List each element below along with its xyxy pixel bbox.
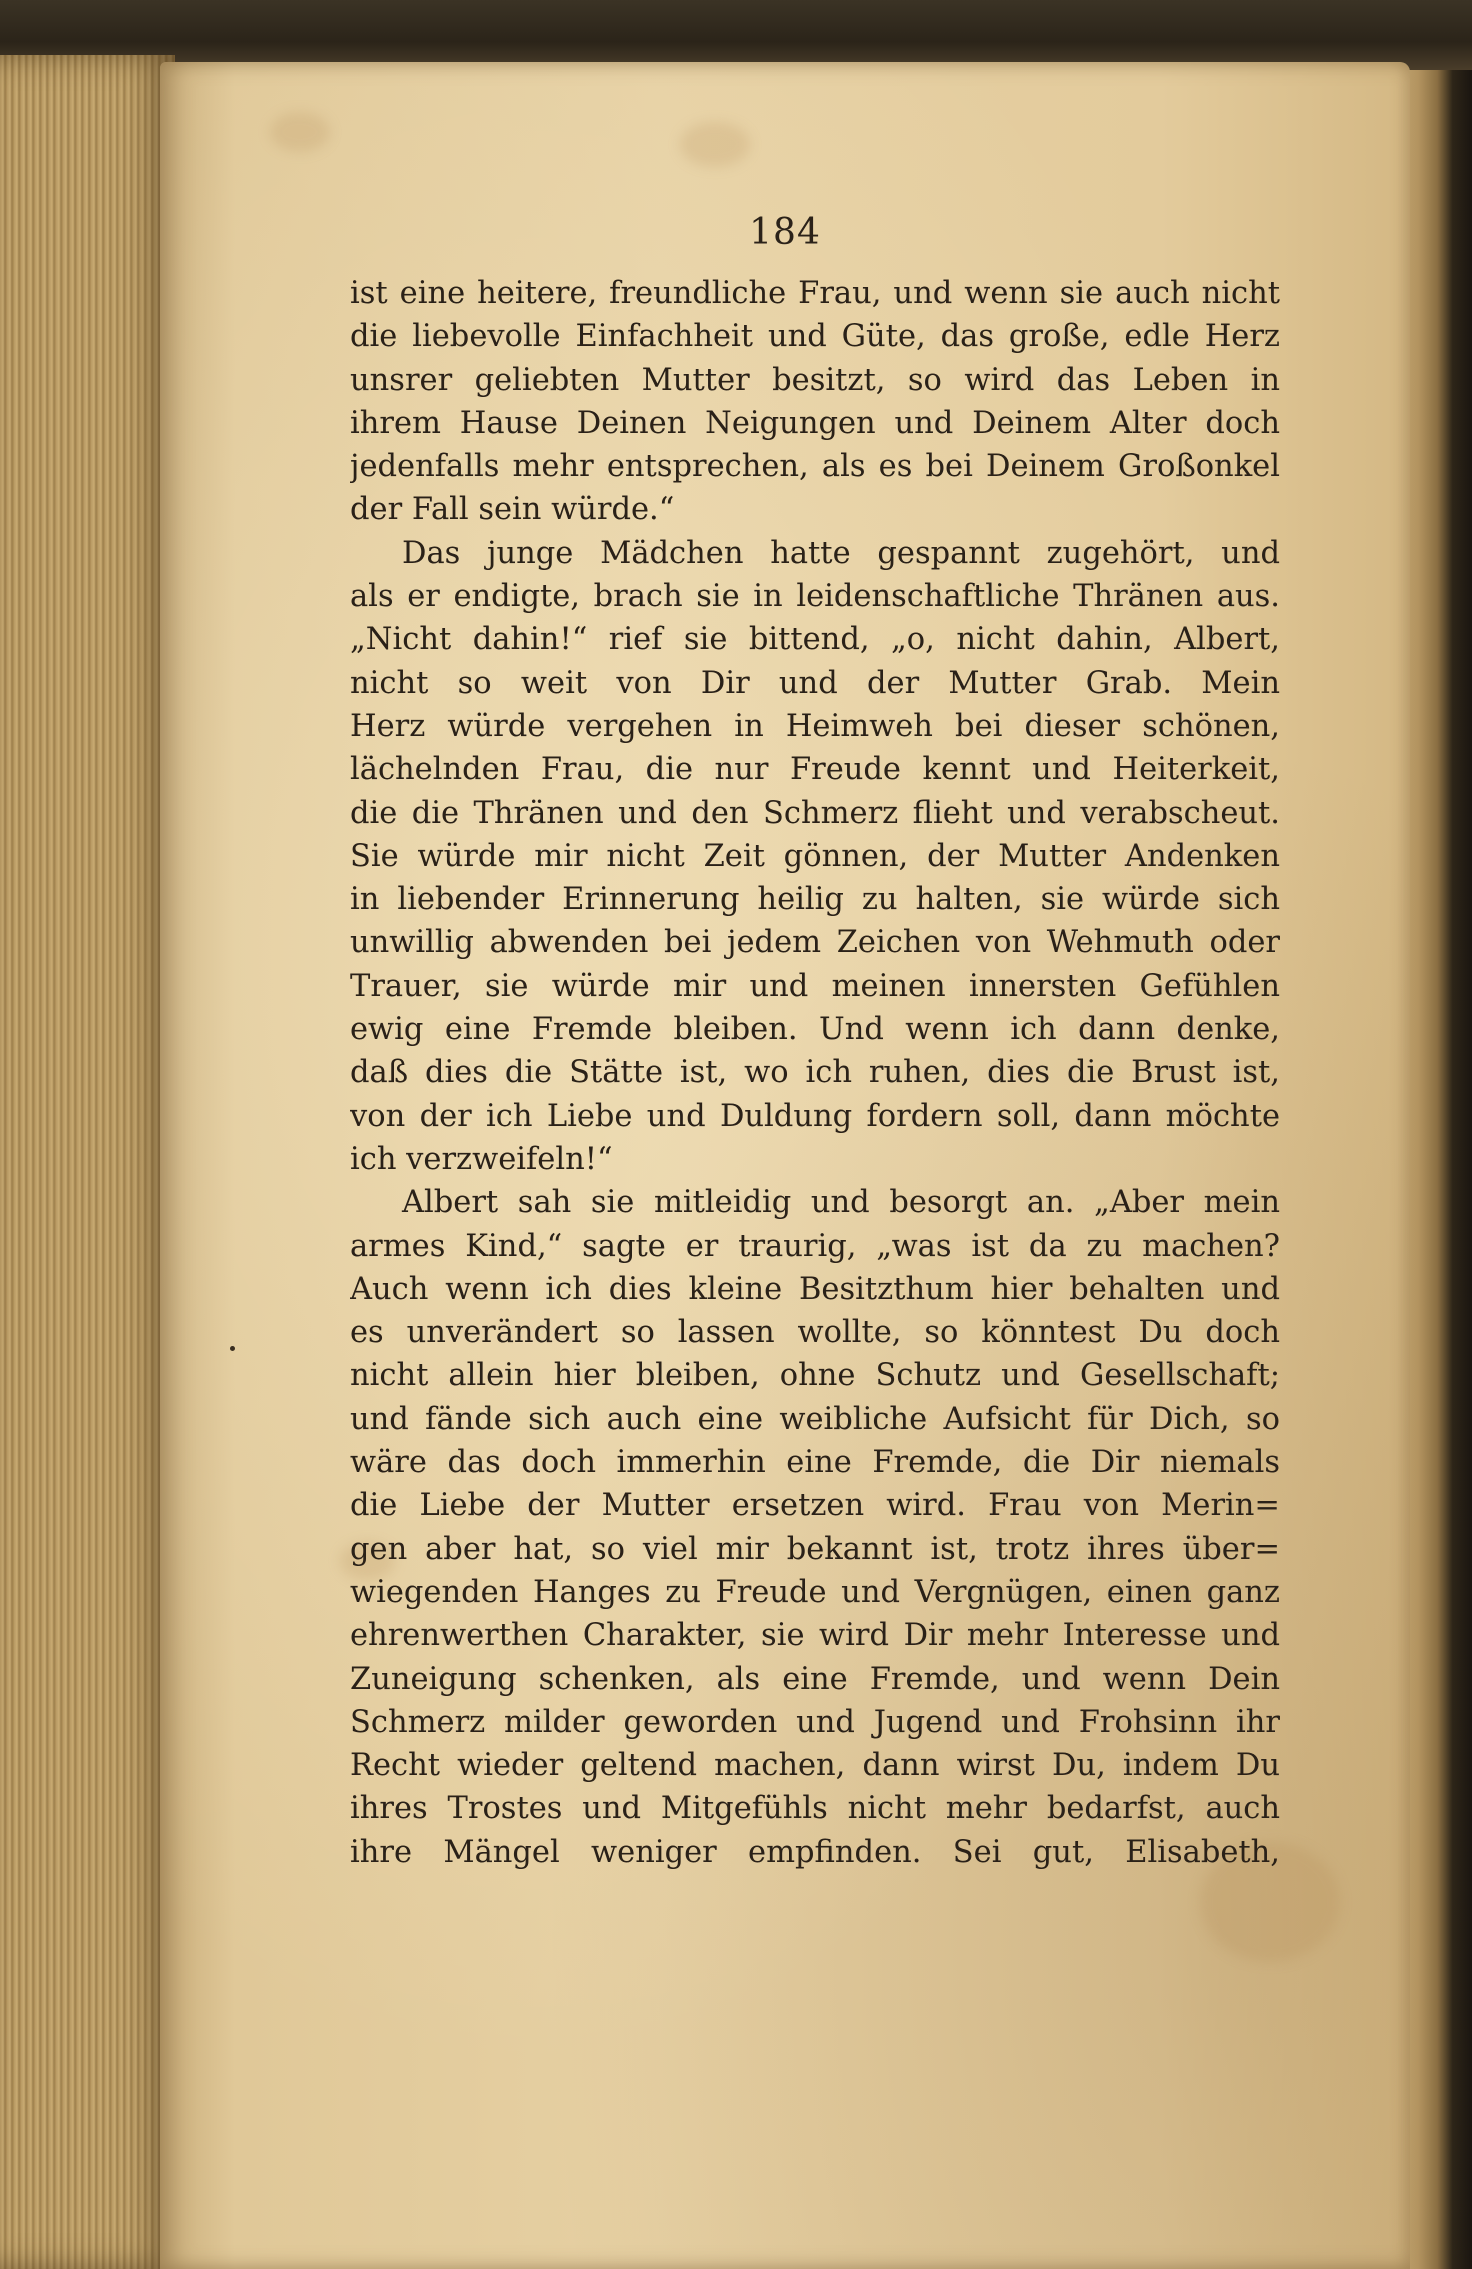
text-line: und fände sich auch eine weibliche Aufsicht für Dich, so <box>350 1401 1280 1437</box>
text-line: unwillig abwenden bei jedem Zeichen von Wehmuth oder <box>350 925 1280 961</box>
text-line: ihrem Hause Deinen Neigungen und Deinem Alter doch <box>350 405 1280 441</box>
text-line: daß dies die Stätte ist, wo ich ruhen, dies die Brust ist, <box>350 1055 1280 1091</box>
text-line: Sie würde mir nicht Zeit gönnen, der Mutter Andenken <box>350 838 1280 874</box>
text-line: Albert sah sie mitleidig und besorgt an. „Aber mein <box>402 1185 1280 1221</box>
book-cover-top-edge <box>0 0 1472 70</box>
text-line: ehrenwerthen Charakter, sie wird Dir mehr Interesse und <box>350 1618 1280 1654</box>
text-line: Schmerz milder geworden und Jugend und Frohsinn ihr <box>350 1704 1280 1740</box>
text-line: ewig eine Fremde bleiben. Und wenn ich dann denke, <box>350 1012 1280 1048</box>
text-line: gen aber hat, so viel mir bekannt ist, trotz ihres über= <box>350 1531 1280 1567</box>
text-line: lächelnden Frau, die nur Freude kennt und Heiterkeit, <box>350 752 1280 788</box>
text-line: nicht so weit von Dir und der Mutter Grab. Mein <box>350 665 1280 701</box>
text-line: ihre Mängel weniger empfinden. Sei gut, Elisabeth, <box>350 1834 1280 1870</box>
ink-speck <box>230 1346 235 1351</box>
foxing-stain <box>270 112 330 152</box>
text-line: Das junge Mädchen hatte gespannt zugehört, und <box>402 535 1280 571</box>
text-line: wäre das doch immerhin eine Fremde, die Dir niemals <box>350 1445 1280 1481</box>
text-line: es unverändert so lassen wollte, so könntest Du doch <box>350 1315 1280 1351</box>
text-line: die Liebe der Mutter ersetzen wird. Frau von Merin= <box>350 1488 1280 1524</box>
book-page <box>160 62 1410 2269</box>
text-line: unsrer geliebten Mutter besitzt, so wird das Leben in <box>350 362 1280 398</box>
text-line: jedenfalls mehr entsprechen, als es bei Deinem Großonkel <box>350 449 1280 485</box>
text-line: als er endigte, brach sie in leidenschaftliche Thränen aus. <box>350 579 1280 615</box>
text-line: ich verzweifeln!“ <box>350 1141 613 1177</box>
text-line: ist eine heitere, freundliche Frau, und wenn sie auch nicht <box>350 276 1280 311</box>
text-line: Trauer, sie würde mir und meinen innersten Gefühlen <box>350 968 1280 1004</box>
text-line: Zuneigung schenken, als eine Fremde, und wenn Dein <box>350 1661 1280 1697</box>
text-line: „Nicht dahin!“ rief sie bittend, „o, nicht dahin, Albert, <box>350 622 1280 658</box>
text-line: der Fall sein würde.“ <box>350 492 675 528</box>
text-line: in liebender Erinnerung heilig zu halten, sie würde sich <box>350 882 1280 918</box>
left-page-stack <box>0 55 175 2269</box>
text-line: armes Kind,“ sagte er traurig, „was ist da zu machen? <box>350 1228 1280 1264</box>
body-text <box>350 272 1280 1874</box>
text-line: Recht wieder geltend machen, dann wirst Du, indem Du <box>350 1748 1280 1784</box>
text-line: wiegenden Hanges zu Freude und Vergnügen, einen ganz <box>350 1574 1280 1610</box>
text-line: ihres Trostes und Mitgefühls nicht mehr bedarfst, auch <box>350 1791 1280 1827</box>
text-line: von der ich Liebe und Duldung fordern soll, dann möchte <box>350 1098 1280 1134</box>
text-line: nicht allein hier bleiben, ohne Schutz und Gesellschaft; <box>350 1358 1280 1394</box>
text-line: die die Thränen und den Schmerz flieht und verabscheut. <box>350 795 1280 831</box>
text-line: Auch wenn ich dies kleine Besitzthum hier behalten und <box>350 1271 1280 1307</box>
text-line: die liebevolle Einfachheit und Güte, das große, edle Herz <box>350 319 1280 355</box>
page-number: 184 <box>749 212 821 253</box>
foxing-stain <box>680 122 750 167</box>
text-line: Herz würde vergehen in Heimweh bei dieser schönen, <box>350 708 1280 744</box>
